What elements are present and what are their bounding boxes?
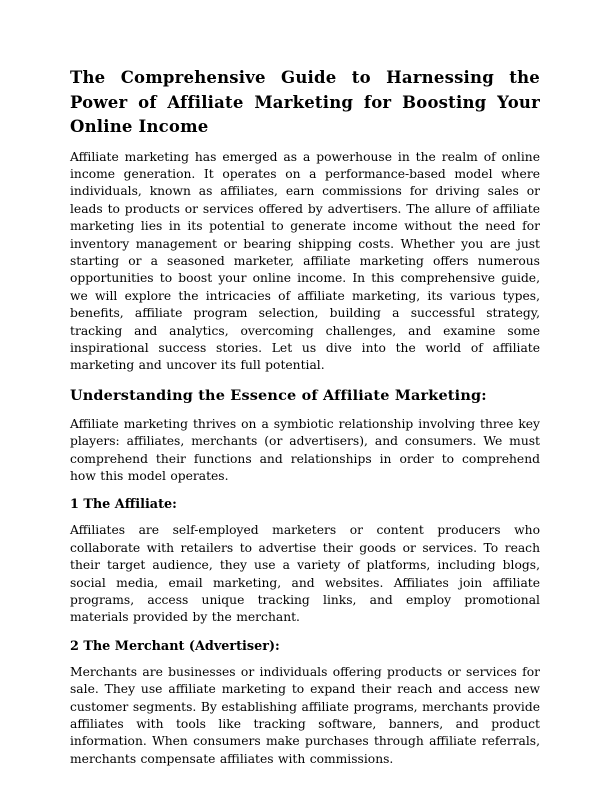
- subsection-heading-the-merchant: 2 The Merchant (Advertiser):: [70, 638, 280, 654]
- intro-paragraph: Affiliate marketing has emerged as a powerhouse in the realm of online income generation. It operates on a performance-based model where individuals, known as affiliates, earn commissions for driving sales or leads to products or services offered by advertisers. The allure of affiliate marketing lies in its potential to generate income without the need for inventory management or bearing shipping costs. Whether you are just starting or a seasoned marketer, affiliate marketing offers numerous opportunities to boost your online income. In this comprehensive guide, we will explore the intricacies of affiliate marketing, its various types, benefits, affiliate program selection, building a successful strategy, tracking and analytics, overcoming challenges, and examine some inspirational success stories. Let us dive into the world of affiliate marketing and uncover its full potential.: [70, 149, 540, 373]
- subsection-paragraph-the-merchant: Merchants are businesses or individuals offering products or services for sale. They use affiliate marketing to expand their reach and access new customer segments. By establishing affiliate programs, merchants provide affiliates with tools like tracking software, banners, and product information. When consumers make purchases through affiliate referrals, merchants compensate affiliates with commissions.: [70, 664, 540, 766]
- subsection-heading-the-affiliate: 1 The Affiliate:: [70, 497, 177, 513]
- section-heading-understanding-essence: Understanding the Essence of Affiliate Marketing:: [70, 386, 487, 404]
- document-title: The Comprehensive Guide to Harnessing the Power of Affiliate Marketing for Boosting Your Online Income: [70, 68, 540, 136]
- subsection-paragraph-the-affiliate: Affiliates are self-employed marketers or content producers who collaborate with retailers to advertise their goods or services. To reach their target audience, they use a variety of platforms, including blogs, social media, email marketing, and websites. Affiliates join affiliate programs, access unique tracking links, and employ promotional materials provided by the merchant.: [70, 523, 540, 625]
- section-paragraph-understanding-essence: Affiliate marketing thrives on a symbiotic relationship involving three key players: affiliates, merchants (or advertisers), and consumers. We must comprehend their functions and relationships in order to comprehend how this model operates.: [70, 416, 540, 483]
